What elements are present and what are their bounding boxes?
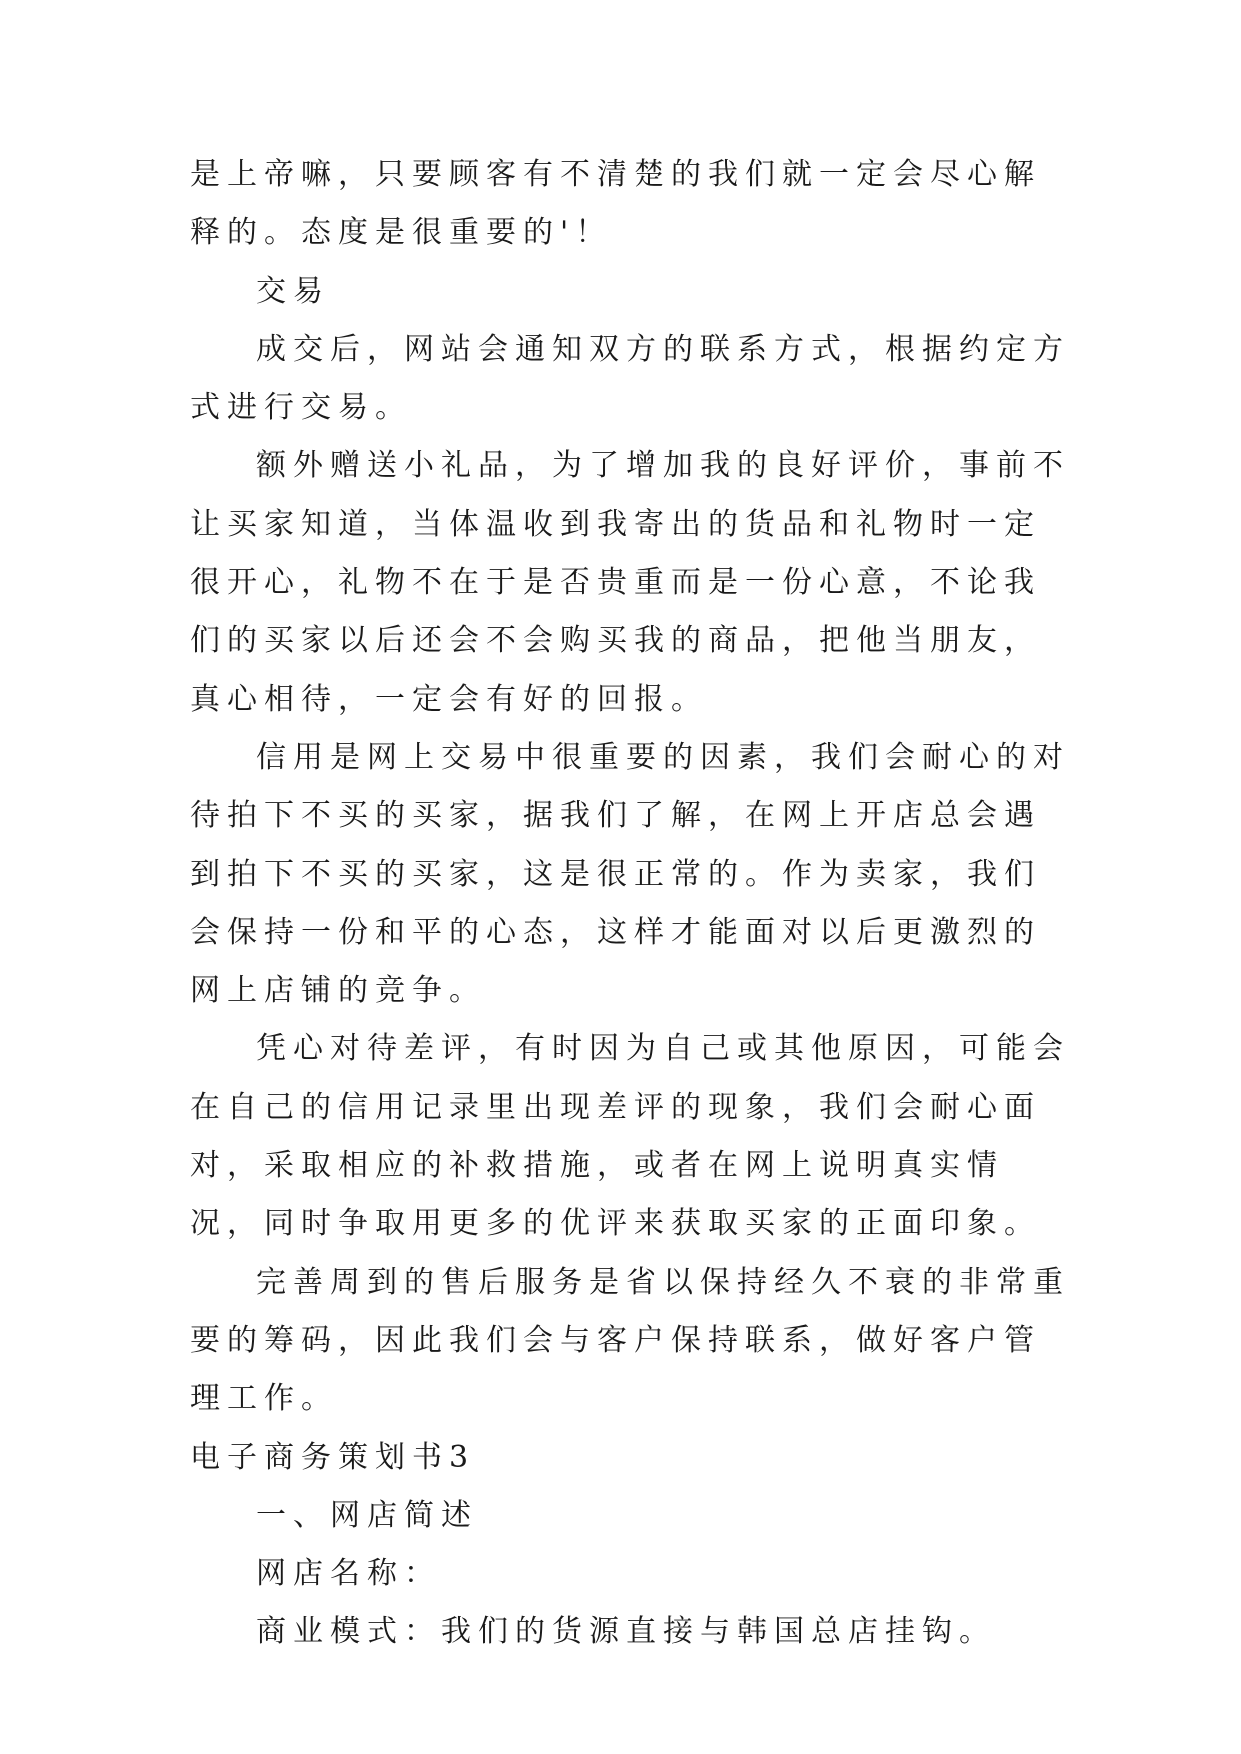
paragraph-negative-reviews: 凭心对待差评，有时因为自己或其他原因，可能会在自己的信用记录里出现差评的现象，我们会耐心面对，采取相应的补救措施，或者在网上说明真实情况，同时争取用更多的优评来获取买家的正面印象。 xyxy=(190,1031,1070,1242)
paragraph-shop-name: 网店名称： xyxy=(256,1556,441,1592)
paragraph-gifts: 额外赠送小礼品，为了增加我的良好评价，事前不让买家知道，当体温收到我寄出的货品和礼物时一定很开心，礼物不在于是否贵重而是一份心意，不论我们的买家以后还会不会购买我的商品，把他当朋友，真心相待，一定会有好的回报。 xyxy=(190,448,1070,717)
paragraph-credit: 信用是网上交易中很重要的因素，我们会耐心的对待拍下不买的买家，据我们了解，在网上开店总会遇到拍下不买的买家，这是很正常的。作为卖家，我们会保持一份和平的心态，这样才能面对以后更激烈的网上店铺的竞争。 xyxy=(190,739,1070,1009)
section-heading-overview: 一、网店简述 xyxy=(256,1497,478,1533)
section-label-transaction: 交易 xyxy=(256,273,330,309)
paragraph-after-sales: 完善周到的售后服务是省以保持经久不衰的非常重要的筹码，因此我们会与客户保持联系，做好客户管理工作。 xyxy=(190,1264,1070,1417)
paragraph-continuation: 是上帝嘛，只要顾客有不清楚的我们就一定会尽心解释的。态度是很重要的'！ xyxy=(190,157,1041,251)
paragraph-business-model: 商业模式：我们的货源直接与韩国总店挂钩。 xyxy=(256,1614,996,1650)
paragraph-transaction: 成交后，网站会通知双方的联系方式，根据约定方式进行交易。 xyxy=(190,331,1070,426)
document-title: 电子商务策划书3 xyxy=(190,1439,476,1475)
document-page xyxy=(190,146,1070,1662)
